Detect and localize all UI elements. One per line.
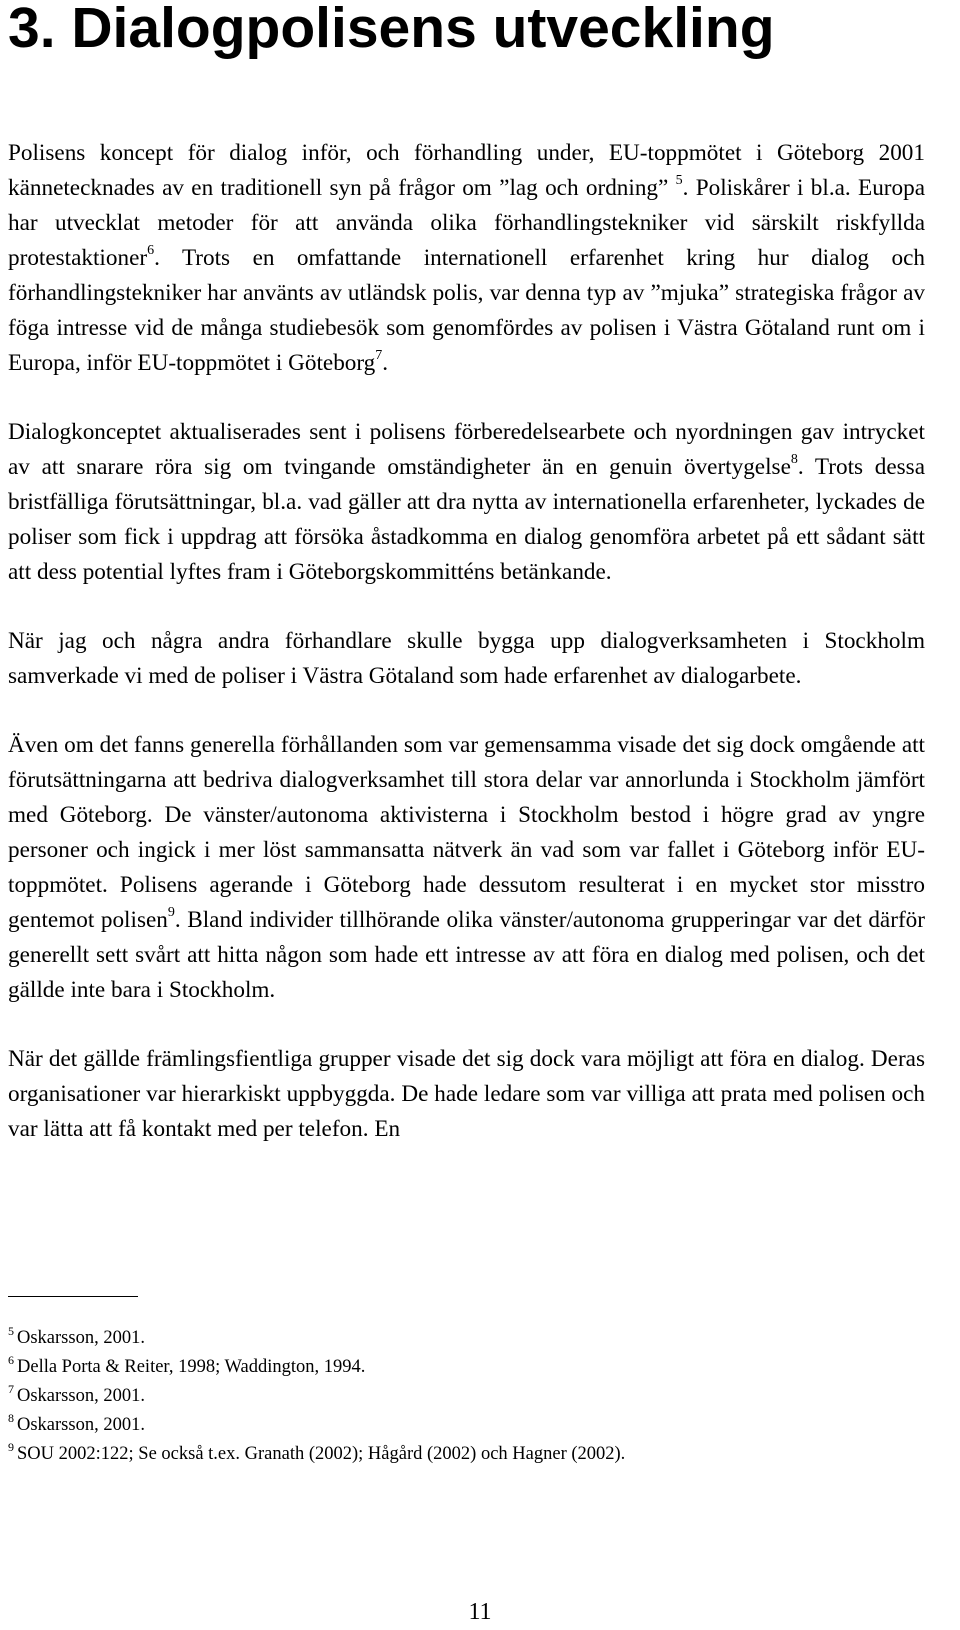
footnote: [8, 1382, 925, 1411]
footnote-number: 5: [8, 1323, 14, 1338]
paragraph-text: . Bland individer tillhörande olika vänster/autonoma grupperingar var det därför generellt sett svårt att hitta någon som hade ett intresse av att föra en dialog med polisen, och det gällde inte bara i Stockholm.: [8, 907, 925, 1003]
paragraph-text: .: [382, 350, 389, 376]
page-number: 11: [468, 1599, 492, 1625]
footnote-text: Della Porta & Reiter, 1998; Waddington, 1994.: [17, 1357, 366, 1377]
paragraph-text: . Poliskårer i bl.a. Europa har utvecklat metoder för att använda olika förhandlingstekniker vid särskilt riskfyllda protestaktioner: [8, 175, 925, 271]
paragraph: [8, 136, 925, 381]
footnote-number: 9: [8, 1439, 14, 1454]
chapter-heading: 3. Dialogpolisens utveckling: [8, 0, 775, 60]
paragraph-text: Dialogkonceptet aktualiserades sent i polisens förberedelsearbete och nyordningen gav intrycket av att snarare röra sig om tvingande omständigheter än en genuin övertygelse: [8, 419, 925, 480]
footnote: [8, 1440, 925, 1469]
paragraph-text: . Trots en omfattande internationell erfarenhet kring hur dialog och förhandlingstekniker har använts av utländsk polis, var denna typ av ”mjuka” strategiska frågor av föga intresse vid de många studiebesök som genomfördes av polisen i Västra Götaland runt om i Europa, inför EU-toppmötet i Göteborg: [8, 245, 925, 376]
footnote-number: 8: [8, 1410, 14, 1425]
paragraph: [8, 624, 925, 694]
footnote-reference: 7: [375, 348, 383, 364]
footnote: [8, 1411, 925, 1440]
footnote-reference: 8: [790, 452, 798, 468]
body-text: [8, 136, 925, 1181]
paragraph-text: Även om det fanns generella förhållanden som var gemensamma visade det sig dock omgående att förutsättningarna att bedriva dialogverksamhet till stora delar var annorlunda i Stockholm jämfört med Göteborg. De vänster/autonoma aktivisterna i Stockholm bestod i högre grad av yngre personer och ingick i mer löst sammansatta nätverk än vad som var fallet i Göteborg inför EU-toppmötet. Polisens agerande i Göteborg hade dessutom resulterat i en mycket stor misstro gentemot polisen: [8, 732, 925, 933]
footnote-number: 6: [8, 1352, 14, 1367]
footnote: [8, 1324, 925, 1353]
footnote-number: 7: [8, 1381, 14, 1396]
paragraph: [8, 1042, 925, 1147]
footnote-reference: 6: [147, 243, 155, 259]
footnotes: [8, 1324, 925, 1469]
paragraph-text: Polisens koncept för dialog inför, och förhandling under, EU-toppmötet i Göteborg 2001 kännetecknades av en traditionell syn på frågor om ”lag och ordning”: [8, 140, 925, 201]
paragraph-text: När det gällde främlingsfientliga grupper visade det sig dock vara möjligt att föra en dialog. Deras organisationer var hierarkiskt uppbyggda. De hade ledare som var villiga att prata med polisen och var lätta att få kontakt med per telefon. En: [8, 1046, 925, 1142]
footnote-text: SOU 2002:122; Se också t.ex. Granath (2002); Hågård (2002) och Hagner (2002).: [17, 1444, 626, 1464]
footnote-text: Oskarsson, 2001.: [17, 1328, 145, 1348]
footnote-text: Oskarsson, 2001.: [17, 1386, 145, 1406]
footnote-reference: 9: [167, 905, 175, 921]
paragraph-text: . Trots dessa bristfälliga förutsättningar, bl.a. vad gäller att dra nytta av internationella erfarenheter, lyckades de poliser som fick i uppdrag att försöka åstadkomma en dialog genomföra arbetet på ett sådant sätt att dess potential lyftes fram i Göteborgskommitténs betänkande.: [8, 454, 925, 585]
footnote-reference: 5: [675, 173, 683, 189]
paragraph-text: När jag och några andra förhandlare skulle bygga upp dialogverksamheten i Stockholm samverkade vi med de poliser i Västra Götaland som hade erfarenhet av dialogarbete.: [8, 628, 925, 689]
paragraph: [8, 415, 925, 590]
footnote-text: Oskarsson, 2001.: [17, 1415, 145, 1435]
footnote-separator: [8, 1296, 138, 1297]
paragraph: [8, 728, 925, 1008]
footnote: [8, 1353, 925, 1382]
